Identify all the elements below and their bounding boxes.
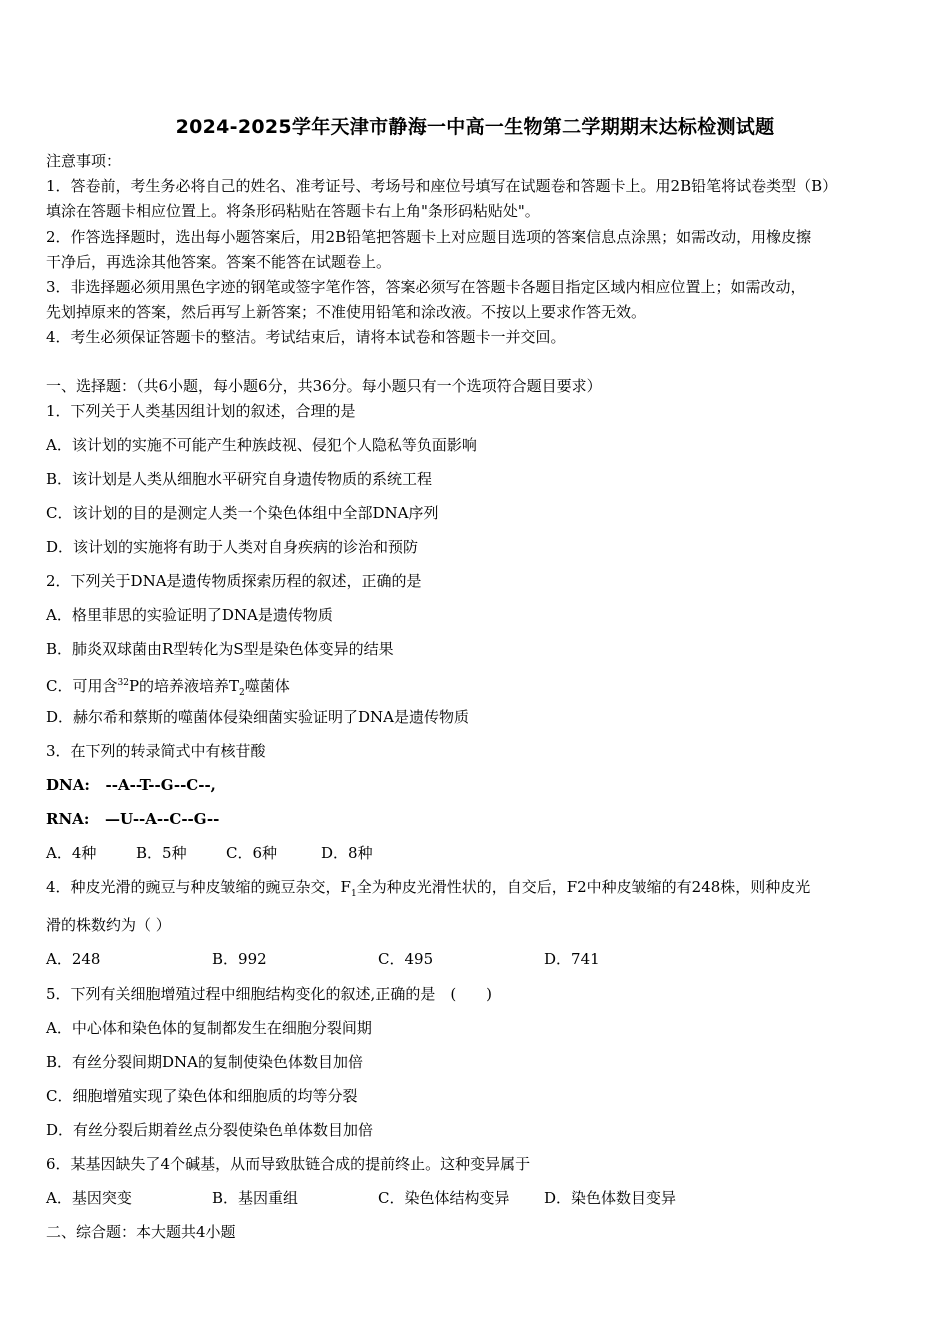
q6-option-b: B．基因重组 — [212, 1189, 299, 1207]
q6-option-d: D．染色体数目变异 — [544, 1189, 677, 1207]
q3-dna: DNA: --A--T--G--C--, — [46, 776, 216, 794]
q4-stem-cont: 滑的株数约为（ ） — [46, 916, 171, 934]
q4-option-c: C．495 — [378, 950, 434, 968]
q6-option-a: A．基因突变 — [46, 1189, 132, 1207]
q1-option-c: C．该计划的目的是测定人类一个染色体组中全部DNA序列 — [46, 504, 439, 522]
q3-rna: RNA: —U--A--C--G-- — [46, 810, 220, 828]
q5-option-b: B．有丝分裂间期DNA的复制使染色体数目加倍 — [46, 1053, 364, 1071]
page-title: 2024-2025学年天津市静海一中高一生物第二学期期末达标检测试题 — [175, 116, 775, 138]
q6-options — [46, 1188, 676, 1208]
q1-option-a: A．该计划的实施不可能产生种族歧视、侵犯个人隐私等负面影响 — [46, 436, 477, 454]
notice-line-2: 填涂在答题卡相应位置上。将条形码粘贴在答题卡右上角"条形码粘贴处"。 — [46, 202, 540, 220]
q3-option-b: B．5种 — [136, 844, 187, 862]
notice-line-5: 3．非选择题必须用黑色字迹的钢笔或签字笔作答，答案必须写在答题卡各题目指定区域内相应位置上；如需改动， — [46, 278, 806, 296]
section-2-heading: 二、综合题：本大题共4小题 — [46, 1223, 236, 1241]
q5-option-d: D．有丝分裂后期着丝点分裂使染色单体数目加倍 — [46, 1121, 374, 1139]
q2-option-b: B．肺炎双球菌由R型转化为S型是染色体变异的结果 — [46, 640, 394, 658]
q1-option-b: B．该计划是人类从细胞水平研究自身遗传物质的系统工程 — [46, 470, 433, 488]
q6-option-c: C．染色体结构变异 — [378, 1189, 510, 1207]
notice-line-1: 1．答卷前，考生务必将自己的姓名、准考证号、考场号和座位号填写在试题卷和答题卡上。用2B铅笔将试卷类型（B） — [46, 177, 838, 195]
q2-stem: 2．下列关于DNA是遗传物质探索历程的叙述，正确的是 — [46, 572, 422, 590]
q1-option-d: D．该计划的实施将有助于人类对自身疾病的诊治和预防 — [46, 538, 419, 556]
q3-option-d: D．8种 — [321, 844, 373, 862]
q4-option-d: D．741 — [544, 950, 600, 968]
q4-option-a: A．248 — [46, 950, 101, 968]
q3-stem: 3．在下列的转录简式中有核苷酸 — [46, 742, 266, 760]
q4-option-b: B．992 — [212, 950, 267, 968]
q4-options — [46, 949, 600, 969]
notice-line-4: 干净后，再选涂其他答案。答案不能答在试题卷上。 — [46, 253, 392, 271]
q4-stem: 4．种皮光滑的豌豆与种皮皱缩的豌豆杂交，$F_1$全为种皮光滑性状的，自交后，F2中种皮皱缩的有248株，则种皮光 — [46, 878, 811, 899]
q3-option-c: C．6种 — [226, 844, 278, 862]
q2-option-a: A．格里菲思的实验证明了DNA是遗传物质 — [46, 606, 333, 624]
notice-line-3: 2．作答选择题时，选出每小题答案后，用2B铅笔把答题卡上对应题目选项的答案信息点涂黑；如需改动，用橡皮擦 — [46, 228, 812, 246]
q5-option-c: C．细胞增殖实现了染色体和细胞质的均等分裂 — [46, 1087, 358, 1105]
q6-stem: 6．某基因缺失了4个碱基，从而导致肽链合成的提前终止。这种变异属于 — [46, 1155, 531, 1173]
notice-line-7: 4．考生必须保证答题卡的整洁。考试结束后，请将本试卷和答题卡一并交回。 — [46, 328, 566, 346]
notice-heading: 注意事项： — [46, 152, 122, 170]
q3-option-a: A．4种 — [46, 844, 97, 862]
q5-stem: 5．下列有关细胞增殖过程中细胞结构变化的叙述,正确的是 ( ) — [46, 985, 493, 1003]
notice-line-6: 先划掉原来的答案，然后再写上新答案；不准使用铅笔和涂改液。不按以上要求作答无效。 — [46, 303, 647, 321]
q5-option-a: A．中心体和染色体的复制都发生在细胞分裂间期 — [46, 1019, 372, 1037]
section-1-heading: 一、选择题：（共6小题，每小题6分，共36分。每小题只有一个选项符合题目要求） — [46, 377, 602, 395]
q2-option-d: D．赫尔希和蔡斯的噬菌体侵染细菌实验证明了DNA是遗传物质 — [46, 708, 470, 726]
q3-options — [46, 843, 373, 863]
q2-option-c: C．可用含$^{32}$P的培养液培养$T_2$噬菌体 — [46, 677, 290, 698]
q1-stem: 1．下列关于人类基因组计划的叙述，合理的是 — [46, 402, 356, 420]
